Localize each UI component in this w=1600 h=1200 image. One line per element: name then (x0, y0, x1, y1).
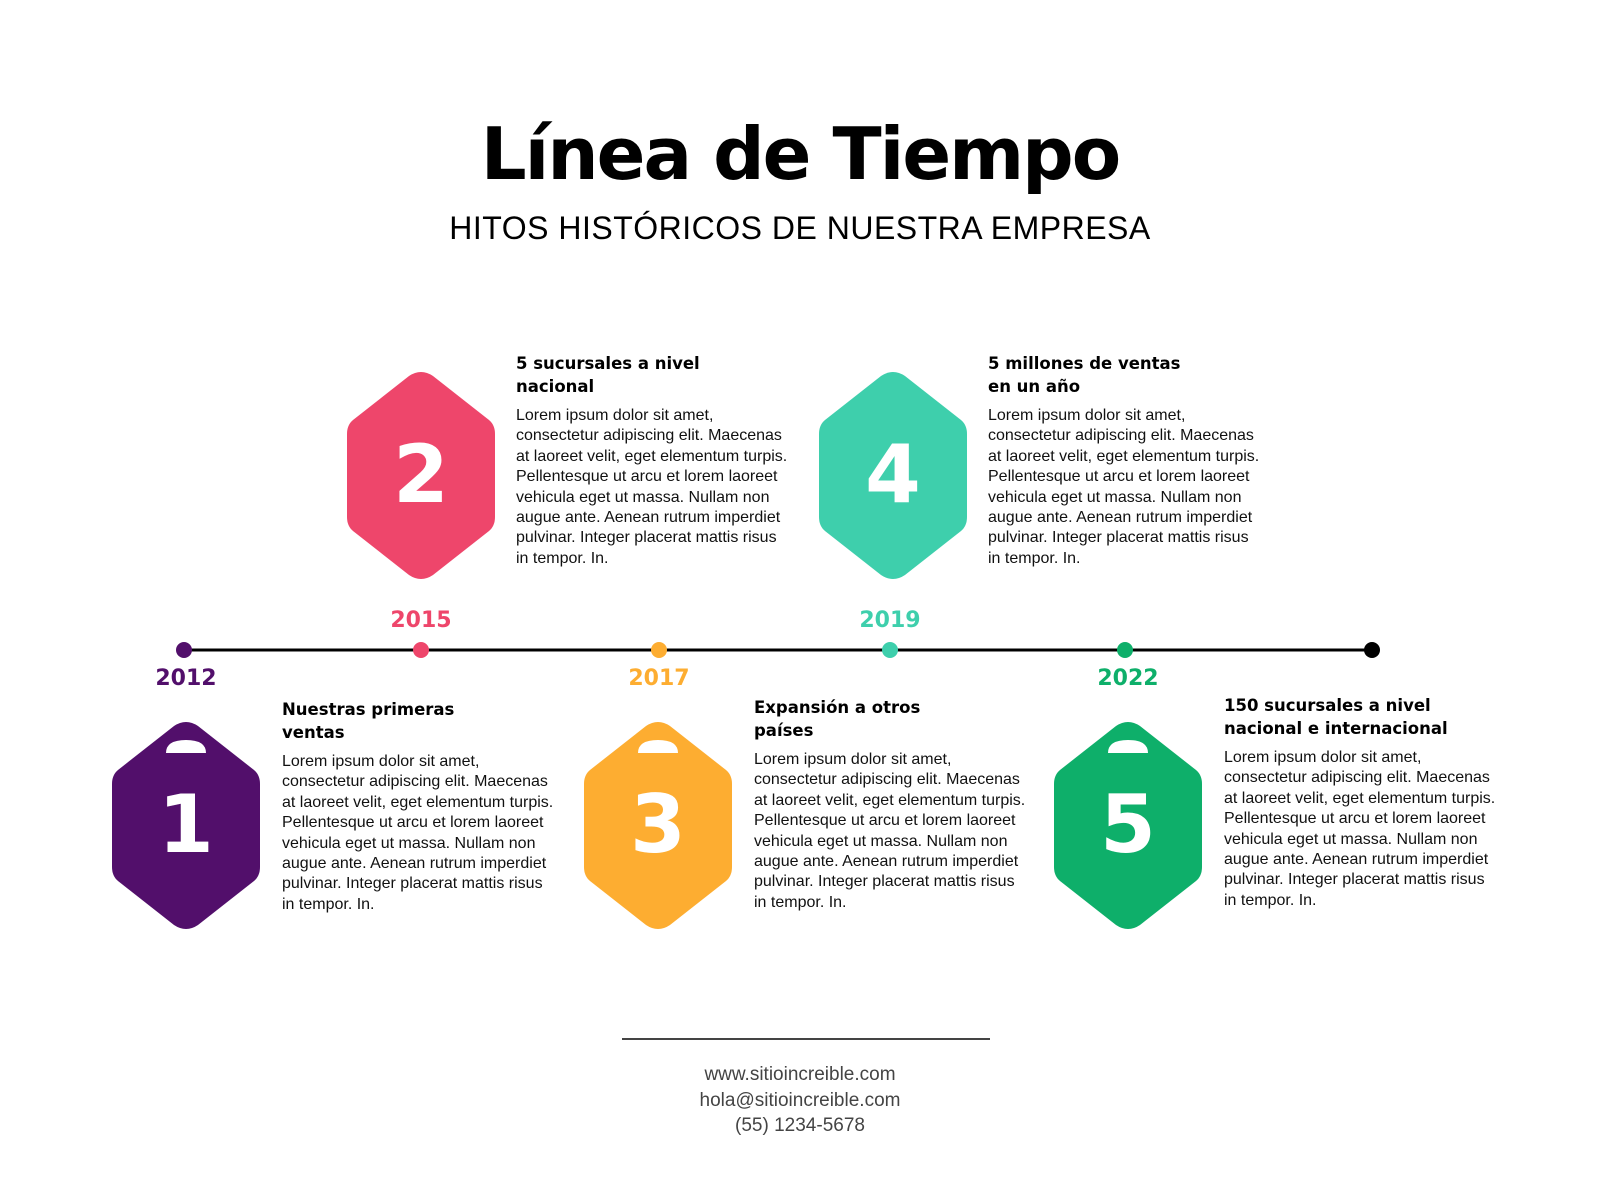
milestone-4-year: 2019 (859, 608, 921, 633)
milestone-2-year: 2015 (390, 608, 452, 633)
milestone-1-number: 1 (158, 778, 214, 871)
milestone-5-title: 150 sucursales a nivel nacional e internacional (1224, 696, 1448, 738)
milestone-4-title: 5 millones de ventas en un año (988, 354, 1181, 396)
milestone-4-text: Lorem ipsum dolor sit amet, consectetur adipiscing elit. Maecenas at laoreet velit, eget elementum turpis. Pellentesque ut arcu et lorem laoreet vehicula eget ut massa. Nullam non augue ante. Aenean rutrum imperdiet pulvinar. Integer placerat mattis risus in tempor. In. (988, 407, 1260, 567)
milestone-1-year: 2012 (155, 666, 217, 691)
milestone-2-text: Lorem ipsum dolor sit amet, consectetur adipiscing elit. Maecenas at laoreet velit, eget elementum turpis. Pellentesque ut arcu et lorem laoreet vehicula eget ut massa. Nullam non augue ante. Aenean rutrum imperdiet pulvinar. Integer placerat mattis risus in tempor. In. (516, 407, 788, 567)
milestone-2-description (516, 352, 792, 569)
milestone-5-year: 2022 (1097, 666, 1159, 691)
milestone-3-title: Expansión a otros países (754, 698, 921, 740)
milestone-5-text: Lorem ipsum dolor sit amet, consectetur adipiscing elit. Maecenas at laoreet velit, eget elementum turpis. Pellentesque ut arcu et lorem laoreet vehicula eget ut massa. Nullam non augue ante. Aenean rutrum imperdiet pulvinar. Integer placerat mattis risus in tempor. In. (1224, 749, 1496, 909)
timeline-end-dot (1364, 642, 1380, 658)
timeline-dot-4 (882, 642, 898, 658)
milestone-4-badge (815, 368, 971, 583)
footer-website[interactable]: www.sitioincreible.com (704, 1064, 896, 1085)
timeline-dot-2 (413, 642, 429, 658)
milestone-1-description (282, 698, 558, 915)
page-title: Línea de Tiempo (480, 112, 1120, 196)
footer-email[interactable]: hola@sitioincreible.com (699, 1090, 901, 1111)
milestone-3-text: Lorem ipsum dolor sit amet, consectetur adipiscing elit. Maecenas at laoreet velit, eget elementum turpis. Pellentesque ut arcu et lorem laoreet vehicula eget ut massa. Nullam non augue ante. Aenean rutrum imperdiet pulvinar. Integer placerat mattis risus in tempor. In. (754, 751, 1026, 911)
milestone-3-year: 2017 (628, 666, 690, 691)
milestone-3-badge (580, 718, 736, 933)
timeline-dot-1 (176, 642, 192, 658)
milestone-4-number: 4 (865, 428, 921, 521)
milestone-2-title: 5 sucursales a nivel nacional (516, 354, 700, 396)
footer-divider (622, 1038, 990, 1040)
page-subtitle: HITOS HISTÓRICOS DE NUESTRA EMPRESA (449, 210, 1151, 246)
milestone-3-number: 3 (630, 778, 686, 871)
milestone-1-title: Nuestras primeras ventas (282, 700, 455, 742)
milestone-3-description (754, 696, 1030, 913)
milestone-2-badge (343, 368, 499, 583)
footer-phone: (55) 1234-5678 (735, 1115, 865, 1136)
milestone-2-number: 2 (393, 428, 449, 521)
timeline-dot-3 (651, 642, 667, 658)
milestone-5-badge (1050, 718, 1206, 933)
timeline-dot-5 (1117, 642, 1133, 658)
milestone-5-description (1224, 694, 1500, 911)
milestone-4-description (988, 352, 1264, 569)
milestone-1-badge (108, 718, 264, 933)
milestone-5-number: 5 (1100, 778, 1156, 871)
milestone-1-text: Lorem ipsum dolor sit amet, consectetur adipiscing elit. Maecenas at laoreet velit, eget elementum turpis. Pellentesque ut arcu et lorem laoreet vehicula eget ut massa. Nullam non augue ante. Aenean rutrum imperdiet pulvinar. Integer placerat mattis risus in tempor. In. (282, 753, 554, 913)
